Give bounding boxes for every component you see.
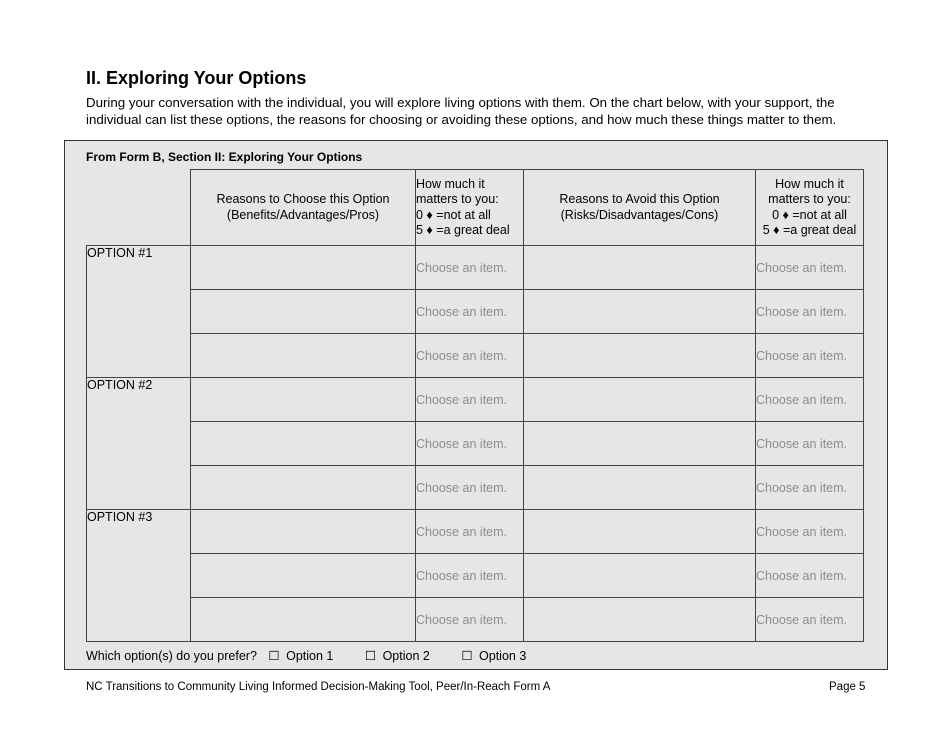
option-1-checkbox[interactable]: ☐	[268, 649, 280, 663]
choose-rating-dropdown[interactable]: Choose an item.	[416, 510, 524, 554]
choose-reasons-header: Reasons to Choose this Option (Benefits/Advantages/Pros)	[191, 170, 416, 246]
header-blank-cell	[87, 170, 191, 246]
option-2-checkbox[interactable]: ☐	[364, 649, 377, 663]
table-row	[87, 246, 864, 290]
choose-reason-field[interactable]	[191, 290, 416, 334]
table-row	[87, 554, 864, 598]
table-row	[87, 598, 864, 642]
avoid-reason-field[interactable]	[524, 290, 756, 334]
avoid-rating-dropdown[interactable]: Choose an item.	[756, 378, 864, 422]
panel-heading: From Form B, Section II: Exploring Your Options	[86, 150, 363, 164]
table-row	[87, 422, 864, 466]
choose-reason-field[interactable]	[191, 598, 416, 642]
choose-reason-field[interactable]	[191, 334, 416, 378]
avoid-reason-field[interactable]	[524, 598, 756, 642]
avoid-rating-header: How much it matters to you: 0 ♦ =not at all 5 ♦ =a great deal	[756, 170, 864, 246]
choose-rating-dropdown[interactable]: Choose an item.	[416, 378, 524, 422]
choose-rating-header: How much it matters to you: 0 ♦ =not at all 5 ♦ =a great deal	[416, 170, 524, 246]
table-header-row	[87, 170, 864, 246]
choose-reason-field[interactable]	[191, 378, 416, 422]
section-intro: During your conversation with the individual, you will explore living options with them. On the chart below, with your support, the individual can list these options, the reasons for choosing or avoiding these options, and how much these things matter to them.	[86, 95, 837, 127]
choose-reason-field[interactable]	[191, 246, 416, 290]
options-table	[86, 169, 864, 642]
avoid-rating-dropdown[interactable]: Choose an item.	[756, 598, 864, 642]
avoid-rating-dropdown[interactable]: Choose an item.	[756, 466, 864, 510]
avoid-rating-dropdown[interactable]: Choose an item.	[756, 422, 864, 466]
avoid-reason-field[interactable]	[524, 510, 756, 554]
avoid-reason-field[interactable]	[524, 378, 756, 422]
option-3-checkbox-label: Option 3	[479, 649, 527, 663]
avoid-reasons-header: Reasons to Avoid this Option (Risks/Disadvantages/Cons)	[524, 170, 756, 246]
footer-document-title: NC Transitions to Community Living Informed Decision-Making Tool, Peer/In-Reach Form A	[86, 681, 551, 693]
option-3-label: OPTION #3	[87, 510, 191, 642]
choose-rating-dropdown[interactable]: Choose an item.	[416, 290, 524, 334]
option-3-checkbox[interactable]: ☐	[461, 649, 473, 663]
option-1-label: OPTION #1	[87, 246, 191, 378]
table-row	[87, 378, 864, 422]
choose-rating-dropdown[interactable]: Choose an item.	[416, 246, 524, 290]
option-1-checkbox-label: Option 1	[286, 649, 334, 663]
choose-reason-field[interactable]	[191, 554, 416, 598]
avoid-reason-field[interactable]	[524, 334, 756, 378]
avoid-reason-field[interactable]	[524, 554, 756, 598]
section-title: II. Exploring Your Options	[86, 68, 307, 88]
choose-rating-dropdown[interactable]: Choose an item.	[416, 422, 524, 466]
table-row	[87, 510, 864, 554]
option-2-label: OPTION #2	[87, 378, 191, 510]
choose-rating-dropdown[interactable]: Choose an item.	[416, 554, 524, 598]
avoid-rating-dropdown[interactable]: Choose an item.	[756, 554, 864, 598]
footer-page-number: Page 5	[829, 681, 866, 693]
table-row	[87, 334, 864, 378]
choose-rating-dropdown[interactable]: Choose an item.	[416, 334, 524, 378]
avoid-reason-field[interactable]	[524, 246, 756, 290]
avoid-rating-dropdown[interactable]: Choose an item.	[756, 290, 864, 334]
preference-question: Which option(s) do you prefer?	[86, 649, 257, 663]
table-row	[87, 466, 864, 510]
avoid-rating-dropdown[interactable]: Choose an item.	[756, 246, 864, 290]
avoid-reason-field[interactable]	[524, 422, 756, 466]
choose-reason-field[interactable]	[191, 510, 416, 554]
avoid-reason-field[interactable]	[524, 466, 756, 510]
avoid-rating-dropdown[interactable]: Choose an item.	[756, 334, 864, 378]
choose-reason-field[interactable]	[191, 422, 416, 466]
preference-line	[86, 648, 526, 663]
choose-reason-field[interactable]	[191, 466, 416, 510]
option-2-checkbox-label: Option 2	[382, 649, 430, 663]
table-row	[87, 290, 864, 334]
choose-rating-dropdown[interactable]: Choose an item.	[416, 466, 524, 510]
avoid-rating-dropdown[interactable]: Choose an item.	[756, 510, 864, 554]
choose-rating-dropdown[interactable]: Choose an item.	[416, 598, 524, 642]
